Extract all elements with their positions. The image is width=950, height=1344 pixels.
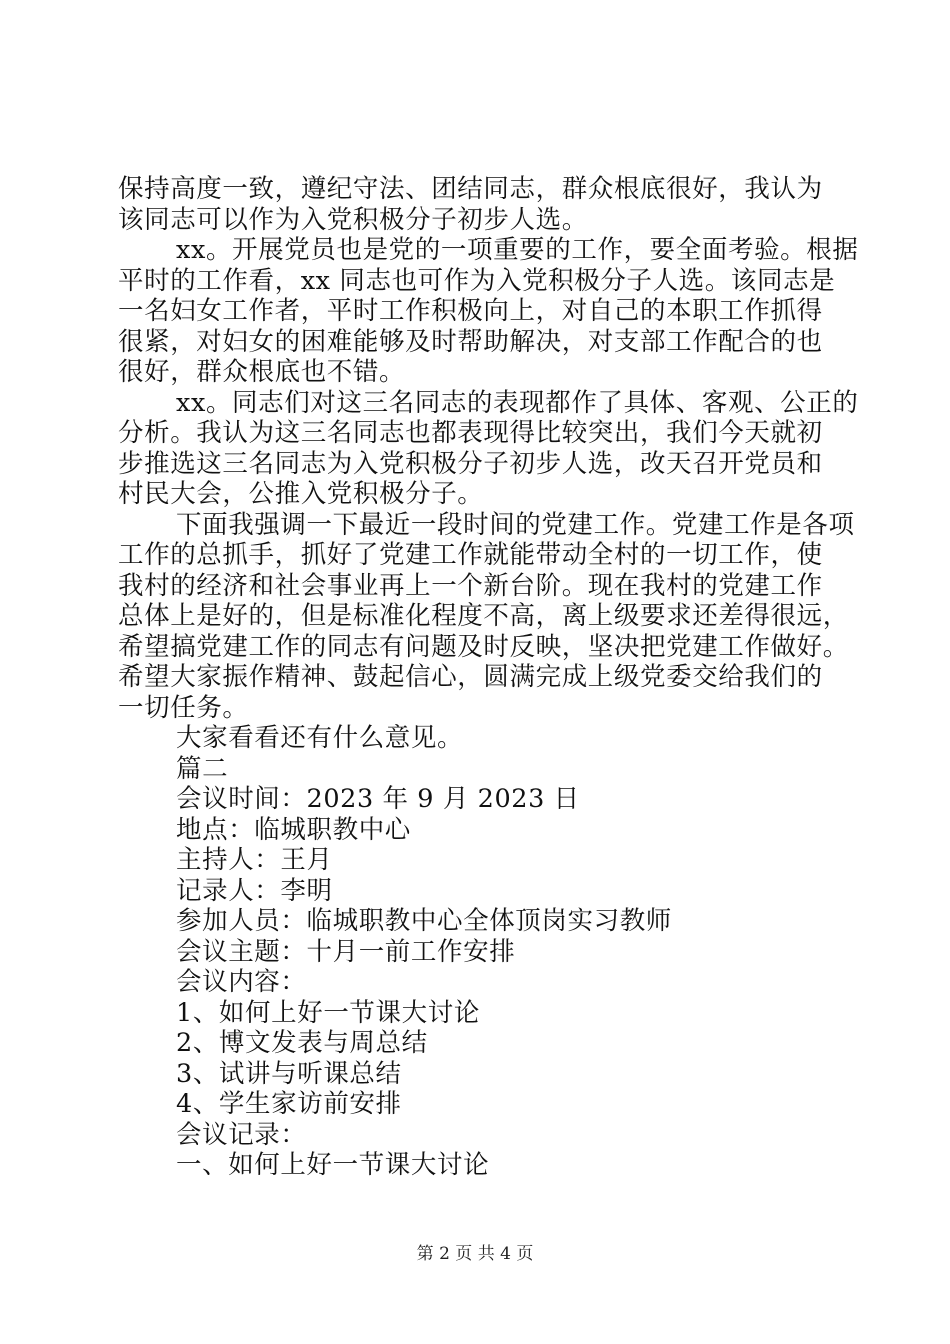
text-line: 分析。我认为这三名同志也都表现得比较突出，我们今天就初	[118, 418, 823, 448]
meeting-time: 会议时间：2023 年 9 月 2023 日	[176, 784, 580, 814]
text-line: 大家看看还有什么意见。	[176, 723, 464, 753]
meeting-host: 主持人：王月	[176, 845, 333, 875]
meeting-location: 地点：临城职教中心	[176, 814, 411, 845]
meeting-participants: 参加人员：临城职教中心全体顶岗实习教师	[176, 906, 672, 936]
text-line: 一名妇女工作者，平时工作积极向上，对自己的本职工作抓得	[118, 296, 823, 326]
text-line: xx。开展党员也是党的一项重要的工作，要全面考验。根据	[176, 235, 859, 265]
text-line: 很紧，对妇女的困难能够及时帮助解决，对支部工作配合的也	[118, 326, 823, 357]
record-heading: 一、如何上好一节课大讨论	[176, 1150, 490, 1180]
text-line: 保持高度一致，遵纪守法、团结同志，群众根底很好，我认为	[118, 174, 823, 204]
meeting-content-label: 会议内容：	[176, 967, 307, 997]
text-line: 希望大家振作精神、鼓起信心，圆满完成上级党委交给我们的	[118, 662, 823, 692]
section-heading: 篇二	[176, 753, 229, 784]
text-line: 村民大会，公推入党积极分子。	[118, 479, 484, 509]
text-line: 该同志可以作为入党积极分子初步人选。	[118, 204, 588, 235]
agenda-item: 4、学生家访前安排	[176, 1089, 402, 1119]
agenda-item: 2、博文发表与周总结	[176, 1028, 428, 1058]
page-footer: 第 2 页 共 4 页	[416, 1244, 534, 1264]
agenda-item: 3、试讲与听课总结	[176, 1058, 402, 1089]
text-line: 平时的工作看，xx 同志也可作为入党积极分子人选。该同志是	[118, 265, 836, 296]
text-line: 希望搞党建工作的同志有问题及时反映，坚决把党建工作做好。	[118, 631, 849, 662]
text-line: 步推选这三名同志为入党积极分子初步人选，改天召开党员和	[118, 448, 823, 479]
document-body	[118, 174, 859, 1181]
agenda-item: 1、如何上好一节课大讨论	[176, 997, 480, 1028]
text-line: 下面我强调一下最近一段时间的党建工作。党建工作是各项	[176, 509, 855, 540]
meeting-topic: 会议主题：十月一前工作安排	[176, 936, 516, 967]
text-line: 总体上是好的，但是标准化程度不高，离上级要求还差得很远，	[118, 601, 849, 631]
text-line: 工作的总抓手，抓好了党建工作就能带动全村的一切工作，使	[118, 540, 823, 570]
text-line: 很好，群众根底也不错。	[118, 357, 406, 387]
meeting-record-label: 会议记录：	[176, 1119, 307, 1150]
text-line: xx。同志们对这三名同志的表现都作了具体、客观、公正的	[176, 387, 859, 418]
text-line: 我村的经济和社会事业再上一个新台阶。现在我村的党建工作	[118, 570, 823, 601]
meeting-recorder: 记录人：李明	[176, 875, 333, 906]
text-line: 一切任务。	[118, 692, 249, 723]
